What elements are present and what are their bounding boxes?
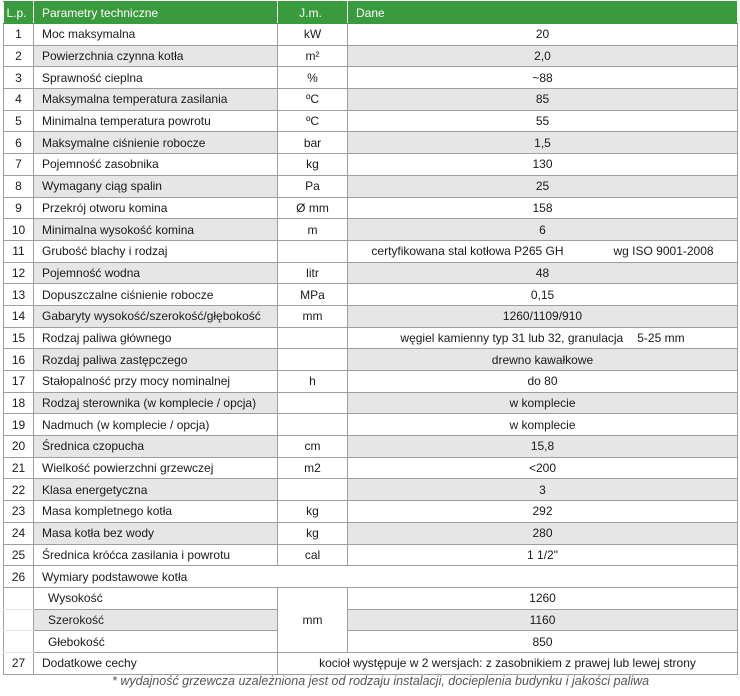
row-value: 0,15 bbox=[348, 284, 738, 306]
subrow-value: 1260 bbox=[348, 587, 738, 609]
row-unit: cm bbox=[278, 436, 348, 458]
table-row bbox=[4, 479, 738, 501]
row-unit: ºC bbox=[278, 110, 348, 132]
row-parameter: Nadmuch (w komplecie / opcja) bbox=[34, 414, 278, 436]
row-number: 23 bbox=[4, 501, 34, 523]
row-parameter: Powierzchnia czynna kotła bbox=[34, 45, 278, 67]
row-value: 280 bbox=[348, 522, 738, 544]
row-value: kocioł występuje w 2 wersjach: z zasobnikiem z prawej lub lewej strony bbox=[278, 652, 738, 674]
row-parameter: Dodatkowe cechy bbox=[34, 652, 278, 674]
row-parameter: Maksymalna temperatura zasilania bbox=[34, 89, 278, 111]
row-number-blank bbox=[4, 631, 34, 653]
row-value-primary: węgiel kamienny typ 31 lub 32, granulacja bbox=[400, 330, 624, 345]
row-number: 13 bbox=[4, 284, 34, 306]
row-unit bbox=[278, 327, 348, 349]
header-unit: J.m. bbox=[278, 2, 348, 24]
row-parameter: Pojemność wodna bbox=[34, 262, 278, 284]
row-value: 292 bbox=[348, 501, 738, 523]
row-unit: m² bbox=[278, 45, 348, 67]
row-number: 16 bbox=[4, 349, 34, 371]
row-number: 8 bbox=[4, 175, 34, 197]
table-row bbox=[4, 175, 738, 197]
table-row bbox=[4, 414, 738, 436]
row-number: 15 bbox=[4, 327, 34, 349]
row-parameter: Stałopalność przy mocy nominalnej bbox=[34, 371, 278, 393]
row-number: 27 bbox=[4, 652, 34, 674]
row-value: 48 bbox=[348, 262, 738, 284]
row-parameter: Rodzaj sterownika (w komplecie / opcja) bbox=[34, 392, 278, 414]
row-number: 14 bbox=[4, 305, 34, 327]
row-parameter: Rozdaj paliwa zastępczego bbox=[34, 349, 278, 371]
table-row bbox=[4, 67, 738, 89]
table-row bbox=[4, 349, 738, 371]
row-number: 20 bbox=[4, 436, 34, 458]
row-value: 1 1/2" bbox=[348, 544, 738, 566]
row-parameter: Przekrój otworu komina bbox=[34, 197, 278, 219]
row-parameter: Maksymalne ciśnienie robocze bbox=[34, 132, 278, 154]
row-parameter: Wielkość powierzchni grzewczej bbox=[34, 457, 278, 479]
table-row bbox=[4, 24, 738, 46]
row-unit: kg bbox=[278, 154, 348, 176]
row-number: 2 bbox=[4, 45, 34, 67]
table-row bbox=[4, 544, 738, 566]
row-parameter: Minimalna wysokość komina bbox=[34, 219, 278, 241]
row-unit: MPa bbox=[278, 284, 348, 306]
row-number: 7 bbox=[4, 154, 34, 176]
row-value: 158 bbox=[348, 197, 738, 219]
table-row bbox=[4, 45, 738, 67]
row-number: 6 bbox=[4, 132, 34, 154]
row-parameter: Grubość blachy i rodzaj bbox=[34, 240, 278, 262]
table-row bbox=[4, 392, 738, 414]
table-row bbox=[4, 436, 738, 458]
row-unit bbox=[278, 392, 348, 414]
row-value: 130 bbox=[348, 154, 738, 176]
table-subrow bbox=[4, 587, 738, 609]
header-value: Dane bbox=[348, 2, 738, 24]
table-row bbox=[4, 566, 738, 588]
row-number: 1 bbox=[4, 24, 34, 46]
row-unit: cal bbox=[278, 544, 348, 566]
table-row bbox=[4, 284, 738, 306]
row-unit: ºC bbox=[278, 89, 348, 111]
row-value: do 80 bbox=[348, 371, 738, 393]
subrow-parameter: Głebokość bbox=[34, 631, 278, 653]
row-value: w komplecie bbox=[348, 392, 738, 414]
subrow-unit: mm bbox=[278, 587, 348, 652]
row-unit: m bbox=[278, 219, 348, 241]
row-unit: mm bbox=[278, 305, 348, 327]
row-parameter: Wymagany ciąg spalin bbox=[34, 175, 278, 197]
table-row bbox=[4, 219, 738, 241]
row-value: 2,0 bbox=[348, 45, 738, 67]
row-value: 1260/1109/910 bbox=[348, 305, 738, 327]
subrow-parameter: Wysokość bbox=[34, 587, 278, 609]
row-value: 3 bbox=[348, 479, 738, 501]
table-row bbox=[4, 110, 738, 132]
row-parameter: Klasa energetyczna bbox=[34, 479, 278, 501]
table-row bbox=[4, 197, 738, 219]
row-number-blank bbox=[4, 587, 34, 609]
row-value: 15,8 bbox=[348, 436, 738, 458]
row-unit bbox=[278, 479, 348, 501]
subrow-parameter: Szerokość bbox=[34, 609, 278, 631]
row-unit: kg bbox=[278, 522, 348, 544]
row-number: 12 bbox=[4, 262, 34, 284]
row-parameter: Średnica czopucha bbox=[34, 436, 278, 458]
table-subrow bbox=[4, 609, 738, 631]
row-number: 19 bbox=[4, 414, 34, 436]
row-value-secondary: wg ISO 9001-2008 bbox=[613, 244, 714, 259]
row-value: 20 bbox=[348, 24, 738, 46]
row-number: 3 bbox=[4, 67, 34, 89]
row-value: ~88 bbox=[348, 67, 738, 89]
row-parameter: Rodzaj paliwa głównego bbox=[34, 327, 278, 349]
row-value: 85 bbox=[348, 89, 738, 111]
row-unit: h bbox=[278, 371, 348, 393]
row-unit: m2 bbox=[278, 457, 348, 479]
row-parameter: Dopuszczalne ciśnienie robocze bbox=[34, 284, 278, 306]
row-value bbox=[348, 327, 738, 349]
row-number: 17 bbox=[4, 371, 34, 393]
row-number: 25 bbox=[4, 544, 34, 566]
row-parameter: Średnica króćca zasilania i powrotu bbox=[34, 544, 278, 566]
table-header bbox=[4, 2, 738, 24]
row-unit: Pa bbox=[278, 175, 348, 197]
table-row bbox=[4, 371, 738, 393]
row-parameter: Gabaryty wysokość/szerokość/głębokość bbox=[34, 305, 278, 327]
row-value: w komplecie bbox=[348, 414, 738, 436]
row-unit: % bbox=[278, 67, 348, 89]
table-row bbox=[4, 457, 738, 479]
row-parameter: Wymiary podstawowe kotła bbox=[34, 566, 738, 588]
row-number: 22 bbox=[4, 479, 34, 501]
table-row bbox=[4, 501, 738, 523]
row-value-secondary: 5-25 mm bbox=[637, 330, 685, 345]
header-lp: L.p. bbox=[4, 2, 34, 24]
table-row bbox=[4, 522, 738, 544]
row-value: 25 bbox=[348, 175, 738, 197]
row-number: 24 bbox=[4, 522, 34, 544]
row-parameter: Moc maksymalna bbox=[34, 24, 278, 46]
row-value: 1,5 bbox=[348, 132, 738, 154]
row-unit: kW bbox=[278, 24, 348, 46]
row-unit: Ø mm bbox=[278, 197, 348, 219]
row-number-blank bbox=[4, 609, 34, 631]
row-number: 9 bbox=[4, 197, 34, 219]
row-value: 55 bbox=[348, 110, 738, 132]
row-number: 10 bbox=[4, 219, 34, 241]
table-row bbox=[4, 262, 738, 284]
table-row bbox=[4, 89, 738, 111]
row-number: 5 bbox=[4, 110, 34, 132]
row-parameter: Minimalna temperatura powrotu bbox=[34, 110, 278, 132]
row-unit: bar bbox=[278, 132, 348, 154]
footnote: * wydajność grzewcza uzależniona jest od rodzaju instalacji, docieplenia budynku i jakości paliwa bbox=[112, 674, 650, 688]
technical-parameters-table bbox=[3, 1, 738, 675]
row-number: 18 bbox=[4, 392, 34, 414]
row-unit bbox=[278, 240, 348, 262]
row-parameter: Sprawność cieplna bbox=[34, 67, 278, 89]
row-number: 26 bbox=[4, 566, 34, 588]
row-unit bbox=[278, 414, 348, 436]
row-unit: kg bbox=[278, 501, 348, 523]
row-value bbox=[348, 240, 738, 262]
table-row bbox=[4, 652, 738, 674]
header-param: Parametry techniczne bbox=[34, 2, 278, 24]
row-number: 21 bbox=[4, 457, 34, 479]
row-number: 4 bbox=[4, 89, 34, 111]
table-row bbox=[4, 305, 738, 327]
row-value: 6 bbox=[348, 219, 738, 241]
table-row bbox=[4, 327, 738, 349]
row-number: 11 bbox=[4, 240, 34, 262]
table-row bbox=[4, 154, 738, 176]
row-parameter: Masa kotła bez wody bbox=[34, 522, 278, 544]
table-subrow bbox=[4, 631, 738, 653]
subrow-value: 1160 bbox=[348, 609, 738, 631]
row-unit: litr bbox=[278, 262, 348, 284]
subrow-value: 850 bbox=[348, 631, 738, 653]
table-row bbox=[4, 132, 738, 154]
table-row bbox=[4, 240, 738, 262]
row-value: drewno kawałkowe bbox=[348, 349, 738, 371]
row-parameter: Pojemność zasobnika bbox=[34, 154, 278, 176]
row-unit bbox=[278, 349, 348, 371]
row-parameter: Masa kompletnego kotła bbox=[34, 501, 278, 523]
row-value-primary: certyfikowana stal kotłowa P265 GH bbox=[371, 244, 564, 259]
row-value: <200 bbox=[348, 457, 738, 479]
